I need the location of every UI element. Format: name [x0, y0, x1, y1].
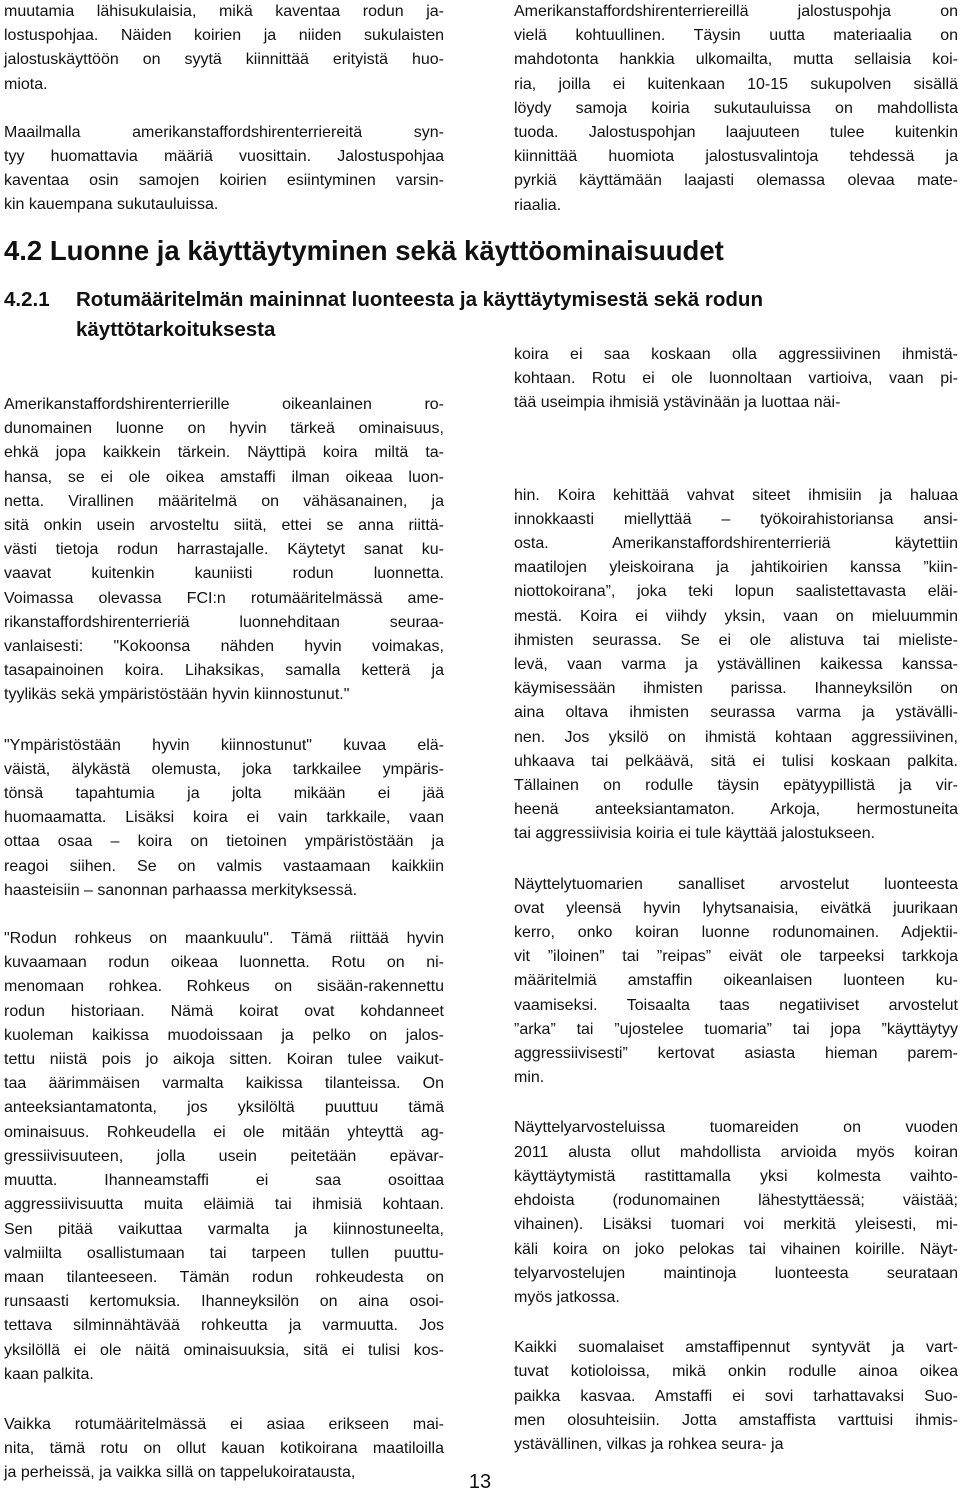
- text-line: Amerikanstaffordshirenterrierille oikeanlainen ro-: [4, 396, 444, 413]
- text-line: gressiivisuuteen, jolla usein peitetään epävar-: [4, 1147, 444, 1165]
- text-line: tuvat kotioloissa, mikä onkin rodulle ainoa oikea: [514, 1363, 958, 1381]
- subsection-heading: [4, 285, 960, 345]
- text-line: taa äärimmäisen varmalta kaikissa tilanteissa. On: [4, 1075, 444, 1093]
- text-line: vielä kohtuullinen. Täysin uutta materiaalia on: [514, 27, 958, 45]
- text-line: riaalia.: [514, 196, 562, 214]
- text-line: käymisessään ihmisten parissa. Ihanneyksilön on: [514, 680, 958, 698]
- paragraph: [4, 734, 444, 903]
- text-line: Sen pitää vaikuttaa varmalta ja kiinnostuneelta,: [4, 1220, 444, 1238]
- text-line: ”arka” tai ”ujostelee tuomaria” tai jopa ”käyttäytyy: [514, 1020, 958, 1038]
- text-line: innokkaasti miellyttää – työkoirahistoriansa ansi-: [514, 510, 958, 528]
- paragraph: [514, 0, 958, 218]
- text-line: kiinnittää huomiota jalostusvalintoja tehdessä ja: [514, 148, 958, 166]
- text-line: hansa, se ei ole oikea amstaffi ilman oikeaa luon-: [4, 468, 444, 486]
- text-line: käli koira on joko pelokas tai vihainen koirille. Näyt-: [514, 1240, 958, 1258]
- text-line: valmiilta osallistumaan tai tarpeen tullen puuttu-: [4, 1244, 444, 1262]
- text-line: min.: [514, 1069, 545, 1087]
- text-line: västi tietoja rodun harrastajalle. Käytetyt sanat ku-: [4, 541, 444, 559]
- text-line: väistä, älykästä olemusta, joka tarkkailee ympäris-: [4, 760, 444, 778]
- text-line: "Ympäristöstään hyvin kiinnostunut" kuvaa elä-: [4, 736, 444, 754]
- text-line: kin kauempana sukutauluissa.: [4, 196, 219, 214]
- text-line: "Rodun rohkeus on maankuulu". Tämä riittää hyvin: [4, 930, 444, 948]
- text-line: hin. Koira kehittää vahvat siteet ihmisiin ja haluaa: [514, 486, 958, 504]
- text-line: osta. Amerikanstaffordshirenterrieriä käytettiin: [514, 535, 958, 553]
- text-line: nita, tämä rotu on ollut kauan kotikoirana maatiloilla: [4, 1440, 444, 1458]
- text-line: muutta. Ihanneamstaffi ei saa osoittaa: [4, 1172, 444, 1190]
- text-line: vaamiseksi. Toisaalta taas negatiiviset arvostelut: [514, 996, 958, 1014]
- paragraph: [4, 0, 444, 97]
- text-line: vaavat kuitenkin kauniisti rodun luonnetta.: [4, 565, 444, 583]
- paragraph: [4, 927, 444, 1387]
- text-line: ehkä jopa kaikkein tärkein. Näyttipä koira miltä ta-: [4, 444, 444, 462]
- text-line: ja perheissä, ja vaikka sillä on tappelukoiratausta,: [4, 1464, 356, 1482]
- text-line: huomaamatta. Lisäksi koira ei vain tarkkaile, vaan: [4, 809, 444, 827]
- text-line: haasteisiin – sanonnan parhaassa merkityksessä.: [4, 881, 358, 899]
- text-line: niottokoirana”, joka teki lopun saalistettavasta eläi-: [514, 583, 958, 601]
- text-line: miota.: [4, 75, 48, 93]
- text-line: kuoleman kaikissa muodoissaan ja pelko on jalos-: [4, 1026, 444, 1044]
- paragraph: [514, 873, 958, 1091]
- text-line: reagoi siihen. Se on valmis vastaamaan kaikkiin: [4, 857, 444, 875]
- text-line: tönsä tapahtumia ja jolta mikään ei jää: [4, 785, 444, 803]
- text-line: tää useimpia ihmisiä ystävinään ja luottaa näi-: [514, 394, 841, 412]
- text-line: ystävällinen, vilkas ja rohkea seura- ja: [514, 1435, 784, 1453]
- text-line: tyylikäs sekä ympäristöstään hyvin kiinnostunut.": [4, 686, 350, 704]
- text-line: Tällainen on rodulle täysin epätyypillistä ja vir-: [514, 777, 958, 795]
- text-line: runsaasti kertomuksia. Ihanneyksilön on aina osoi-: [4, 1293, 444, 1311]
- text-line: aggressiivisuutta muita eläimiä tai ihmisiä kohtaan.: [4, 1196, 444, 1214]
- right-body-column: [514, 343, 958, 1457]
- text-line: kuvaamaan rodun oikeaa luonnetta. Rotu on ni-: [4, 954, 444, 972]
- text-line: ovat yleensä hyvin lyhytsanaisia, eivätkä juurikaan: [514, 899, 958, 917]
- text-line: kerro, onko koiran luonne rodunomainen. Adjektii-: [514, 924, 958, 942]
- text-line: Vaikka rotumääritelmässä ei asiaa erikseen mai-: [4, 1415, 444, 1433]
- text-line: tuoda. Jalostuspohjan laajuuteen tulee kuitenkin: [514, 124, 958, 142]
- text-line: vihainen). Lisäksi tuomari voi merkitä yleisesti, mi-: [514, 1216, 958, 1234]
- text-line: vit ”iloinen” tai ”reipas” eivät ole tarpeeksi tarkkoja: [514, 948, 958, 966]
- text-line: mestä. Koira ei viihdy yksin, vaan on mieluummin: [514, 607, 958, 625]
- text-line: Maailmalla amerikanstaffordshirenterriereitä syn-: [4, 123, 444, 141]
- paragraph: [514, 484, 958, 847]
- text-line: netta. Virallinen määritelmä on vähäsanainen, ja: [4, 492, 444, 510]
- text-line: rikanstaffordshirenterrieriä luonnehditaan seuraa-: [4, 613, 444, 631]
- text-line: Amerikanstaffordshirenterriereillä jalostuspohja on: [514, 3, 958, 20]
- text-line: tettava silminnähtävää rohkeutta ja varmuutta. Jos: [4, 1317, 444, 1335]
- text-line: Näyttelytuomarien sanalliset arvostelut luonteesta: [514, 875, 958, 893]
- text-line: käyttäytymistä rastittamalla yksi kolmesta vaihto-: [514, 1167, 958, 1185]
- text-line: mahdotonta hankkia ulkomailta, mutta sellaisia koi-: [514, 51, 958, 69]
- paragraph: [4, 393, 444, 708]
- right-top-block: [514, 0, 958, 218]
- text-line: rodun historiaan. Nämä koirat ovat kohdanneet: [4, 1002, 444, 1020]
- paragraph: [514, 1336, 958, 1457]
- text-line: Voimassa olevassa FCI:n rotumääritelmässä ame-: [4, 589, 444, 607]
- text-line: myös jatkossa.: [514, 1288, 620, 1306]
- text-line: tai aggressiivisia koiria ei tule käyttää jalostukseen.: [514, 825, 876, 843]
- text-line: anteeksiantamatonta, jos yksilöltä puuttuu tämä: [4, 1099, 444, 1117]
- text-line: määritelmiä amstaffin oikeanlaisen luonteen ku-: [514, 972, 958, 990]
- text-line: Kaikki suomalaiset amstaffipennut syntyvät ja vart-: [514, 1339, 958, 1357]
- text-line: maan tilanteeseen. Tämän rodun rohkeudesta on: [4, 1268, 444, 1286]
- text-line: muutamia lähisukulaisia, mikä kaventaa rodun ja-: [4, 3, 444, 20]
- subsection-title: Rotumääritelmän maininnat luonteesta ja käyttäytymisestä sekä rodun käyttötarkoituksesta: [76, 288, 763, 341]
- text-line: aina oltava ihmisten seurassa varma ja ystävälli-: [514, 704, 958, 722]
- paragraph: [514, 343, 958, 416]
- text-line: uhkaava tai pelkäävä, sitä ei tulisi koskaan palkita.: [514, 752, 958, 770]
- paragraph: [514, 1116, 958, 1310]
- text-line: ihmisten seurassa. Se ei ole alistuva tai mieliste-: [514, 631, 958, 649]
- text-line: aggressiivisesti” kertovat asiasta hieman parem-: [514, 1045, 958, 1063]
- text-line: tasapainoinen koira. Lihaksikas, samalla ketterä ja: [4, 662, 444, 680]
- text-line: nen. Jos yksilö on ihmistä kohtaan aggressiivinen,: [514, 728, 958, 746]
- text-line: sitä onkin usein arvosteltu siitä, ettei se anna riittä-: [4, 517, 444, 535]
- text-line: men olosuhteisiin. Jotta amstaffista varttuisi ihmis-: [514, 1411, 958, 1429]
- text-line: lostuspohjaa. Näiden koirien ja niiden sukulaisten: [4, 27, 444, 45]
- text-line: telyarvostelujen maintinoja luonteesta seurataan: [514, 1264, 958, 1282]
- text-line: 2011 alusta ollut mahdollista arvioida myös koiran: [514, 1143, 958, 1161]
- text-line: kaventaa osin samojen koirien esiintyminen varsin-: [4, 172, 444, 190]
- text-line: jalostuskäyttöön on syytä kiinnittää erityistä huo-: [4, 51, 444, 69]
- text-line: ominaisuus. Rohkeudella ei ole mitään yhteyttä ag-: [4, 1123, 444, 1141]
- text-line: ottaa osaa – koira on tietoinen ympäristöstään ja: [4, 833, 444, 851]
- text-line: kohtaan. Rotu ei ole luonnoltaan vartioiva, vaan pi-: [514, 370, 958, 388]
- text-line: tyy huomattavia määriä vuosittain. Jalostuspohjaa: [4, 148, 444, 166]
- text-line: Näyttelyarvosteluissa tuomareiden on vuoden: [514, 1119, 958, 1137]
- section-heading: 4.2 Luonne ja käyttäytyminen sekä käyttöominaisuudet: [4, 235, 724, 266]
- page-number: 13: [468, 1471, 492, 1493]
- text-line: tettu niistä pois jo aikoja sitten. Koiran tulee vaikut-: [4, 1051, 444, 1069]
- text-line: ria, joilla ei kuitenkaan 10-15 sukupolven sisällä: [514, 75, 958, 93]
- paragraph: [4, 121, 444, 218]
- text-line: dunomainen luonne on hyvin tärkeä ominaisuus,: [4, 420, 444, 438]
- left-body-column: [4, 393, 444, 1486]
- text-line: yksilöllä ei ole näitä ominaisuuksia, sitä ei tulisi kos-: [4, 1341, 444, 1359]
- text-line: levä, vaan varma ja ystävällinen kaikessa kanssa-: [514, 656, 958, 674]
- text-line: maatilojen yleiskoirana ja jahtikoirien kanssa ”kiin-: [514, 559, 958, 577]
- text-line: pyrkiä käyttämään laajasti olemassa olevaa mate-: [514, 172, 958, 190]
- text-line: kaan palkita.: [4, 1365, 94, 1383]
- subsection-number: 4.2.1: [4, 288, 50, 311]
- text-line: heenä anteeksiantamaton. Arkoja, hermostuneita: [514, 801, 958, 819]
- text-line: paikka kasvaa. Amstaffi ei sovi tarhattavaksi Suo-: [514, 1387, 958, 1405]
- text-line: koira ei saa koskaan olla aggressiivinen ihmistä-: [514, 346, 958, 363]
- text-line: menomaan rohkea. Rohkeus on sisään-rakennettu: [4, 978, 444, 996]
- text-line: vanlaisesti: "Kokoonsa nähden hyvin voimakas,: [4, 638, 444, 656]
- text-line: ehdoista (rodunomainen lähestyttäessä; väistää;: [514, 1192, 958, 1210]
- text-line: löydy samoja koiria sukutauluissa on mahdollista: [514, 99, 958, 117]
- left-top-block: [4, 0, 444, 218]
